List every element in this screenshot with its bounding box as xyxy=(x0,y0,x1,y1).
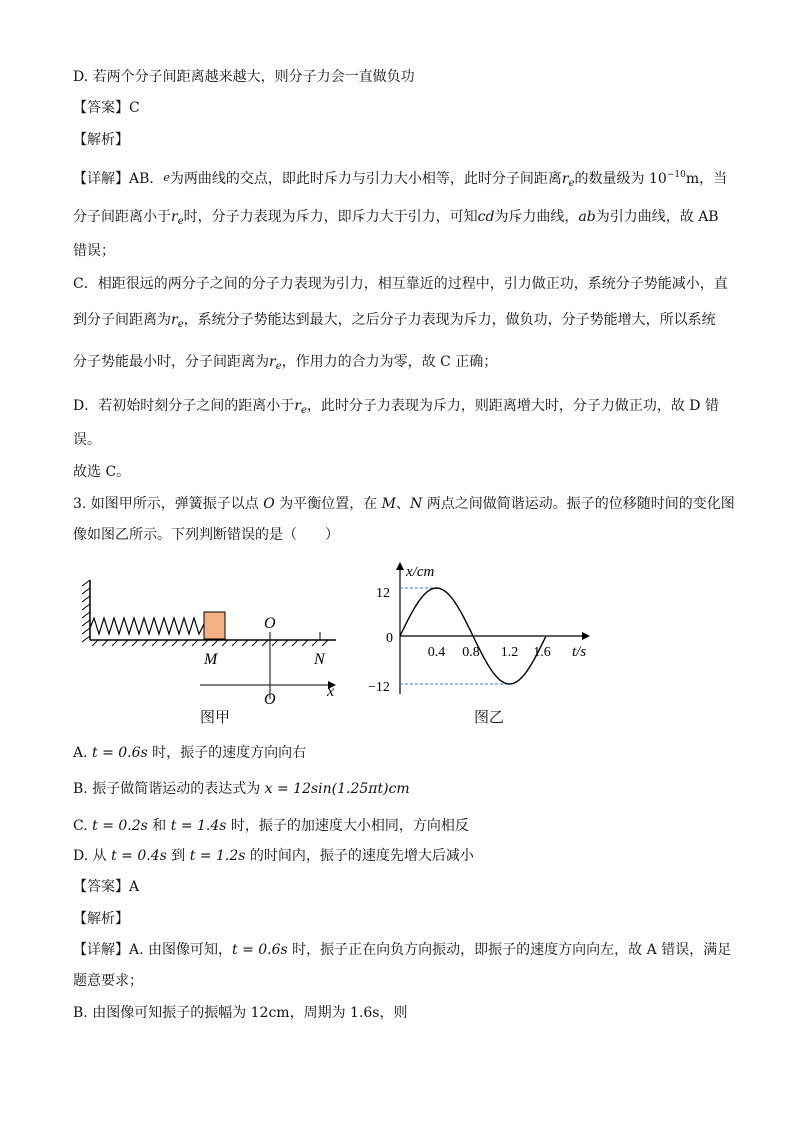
detail-line-6: 分子势能最小时，分子间距离为$r_e$，作用力的合力为零，故 C 正确； xyxy=(73,354,498,372)
label-x-jia: x xyxy=(327,683,335,700)
label-m: M xyxy=(204,651,218,668)
option-c: C. t = 0.2s 和 t = 1.4s 时，振子的加速度大小相同，方向相反 xyxy=(73,818,469,834)
tick-0: 0 xyxy=(386,631,393,646)
spring xyxy=(90,618,204,634)
y-axis-arrow xyxy=(396,562,404,570)
detail2-line-1: 【详解】A. 由图像可知，t = 0.6s 时，振子正在向负方向振动，即振子的速度方向向左，故 A 错误，满足 xyxy=(73,942,732,958)
detail-line-1: 【详解】AB．e为两曲线的交点，即此时斥力与引力大小相等，此时分子间距离$r_e$的数量级为 $10^{-10}m$，当 xyxy=(73,170,728,189)
detail-line-5: 到分子间距离为$r_e$，系统分子势能达到最大，之后分子力表现为斥力，做负功，分子势能增大，所以系统 xyxy=(73,312,716,330)
analysis-label-2: 【解析】 xyxy=(73,911,129,927)
detail-line-7: D．若初始时刻分子之间的距离小于$r_e$，此时分子力表现为斥力，则距离增大时，分子力做正功，故 D 错 xyxy=(73,398,719,416)
question-3-line-1: 3. 如图甲所示，弹簧振子以点 O 为平衡位置，在 M、N 两点之间做简谐运动。振子的位移随时间的变化图 xyxy=(73,496,735,512)
caption-jia: 图甲 xyxy=(200,708,231,726)
option-d-prev: D. 若两个分子间距离越来越大，则分子力会一直做负功 xyxy=(73,69,415,85)
option-a: A. t = 0.6s 时，振子的速度方向向右 xyxy=(73,745,307,761)
x-label: t/s xyxy=(572,644,587,660)
detail-line-3: 错误； xyxy=(73,243,115,259)
detail-line-2: 分子间距离小于$r_e$时，分子力表现为斥力，即斥力大于引力，可知cd为斥力曲线，ab为引力曲线，故 AB xyxy=(73,209,719,227)
detail-line-8: 误。 xyxy=(73,432,101,448)
analysis-label: 【解析】 xyxy=(73,132,129,148)
detail2-line-2: 题意要求； xyxy=(73,973,143,989)
caption-yi: 图乙 xyxy=(474,708,505,726)
label-o-top: O xyxy=(264,615,276,632)
choose-line: 故选 C。 xyxy=(73,464,131,480)
detail2-line-3: B. 由图像可知振子的振幅为 12cm，周期为 1.6s，则 xyxy=(73,1005,408,1021)
option-d: D. 从 t = 0.4s 到 t = 1.2s 的时间内，振子的速度先增大后减小 xyxy=(73,848,474,864)
question-3-line-2: 像如图乙所示。下列判断错误的是（ ） xyxy=(73,527,339,543)
tick-neg12: −12 xyxy=(368,680,390,695)
detail-line-4: C．相距很远的两分子之间的分子力表现为引力，相互靠近的过程中，引力做正功，系统分子势能减小，直 xyxy=(73,276,728,292)
tick-12: 12 xyxy=(376,586,390,601)
label-n: N xyxy=(314,651,325,668)
tick-0.8: 0.8 xyxy=(462,645,480,660)
y-label: x/cm xyxy=(406,564,435,580)
tick-1.2: 1.2 xyxy=(500,645,519,660)
answer-label: 【答案】C xyxy=(73,100,140,116)
tick-1.6: 1.6 xyxy=(533,645,551,660)
label-o-bottom: O xyxy=(264,691,276,708)
option-b: B. 振子做简谐运动的表达式为 x = 12sin(1.25πt)cm xyxy=(73,781,410,797)
x-axis-arrow-yi xyxy=(582,632,590,640)
tick-0.4: 0.4 xyxy=(427,645,446,660)
figure-yi-chart xyxy=(362,560,602,700)
oscillator-block xyxy=(204,612,225,639)
answer-label-2: 【答案】A xyxy=(73,879,140,895)
